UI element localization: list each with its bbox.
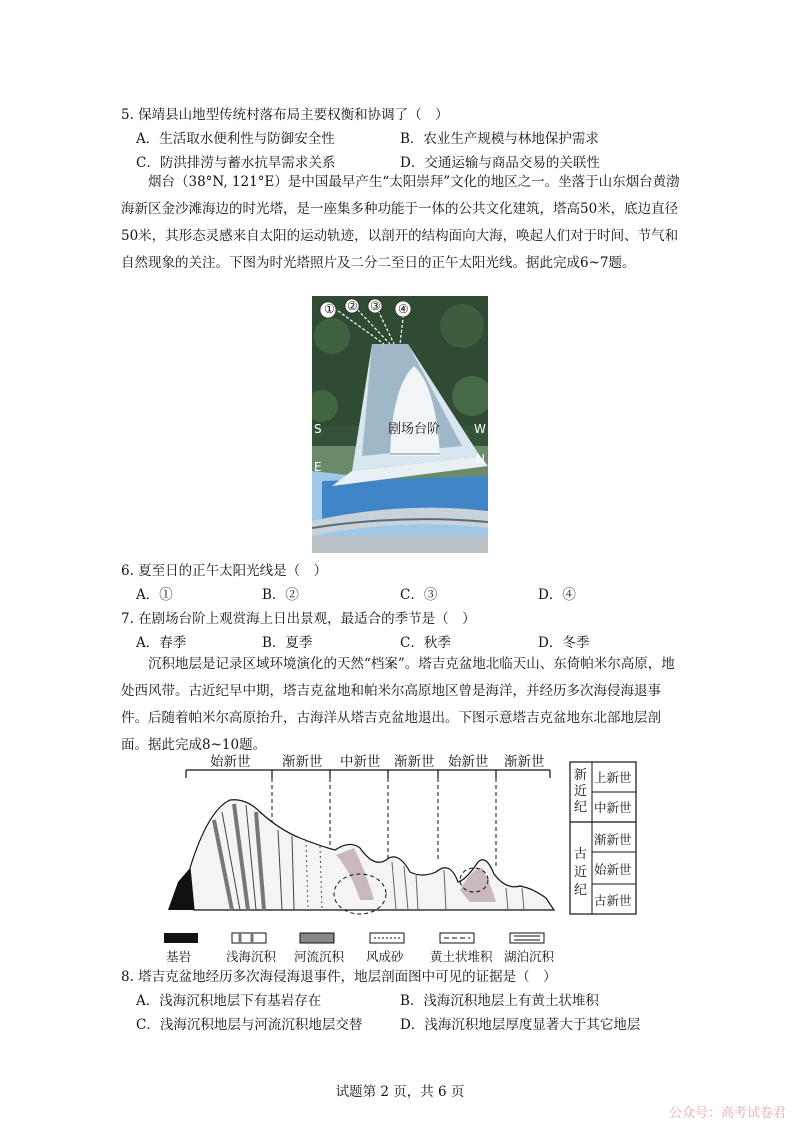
page-footer: 试题第 2 页，共 6 页 [335,1084,465,1100]
direction-w: W [474,422,486,436]
q7-option-d: D．冬季 [538,635,590,651]
q5-option-c: C．防洪排涝与蓄水抗旱需求关系 [136,155,336,171]
q5-option-a: A．生活取水便利性与防御安全性 [136,131,335,147]
epoch-pliocene: 上新世 [594,770,632,785]
legend-loess: 黄土状堆积 [430,949,493,964]
top-label-3: 中新世 [340,754,381,770]
epoch-eocene: 始新世 [594,862,632,877]
direction-e: E [314,460,322,474]
epoch-paleocene: 古新世 [594,893,632,908]
era-paleogene: 古近纪 [574,847,588,898]
era-neogene: 新近纪 [574,768,588,815]
q5-option-d: D．交通运输与商品交易的关联性 [400,155,600,171]
legend-shallow-marine: 浅海沉积 [226,949,277,964]
ray-2-label: ② [347,299,358,313]
legend-bedrock: 基岩 [166,949,192,964]
profile-drawing [160,750,640,965]
legend-river: 河流沉积 [294,949,345,964]
top-label-4: 渐新世 [394,754,435,770]
q7-option-a: A．春季 [136,635,187,651]
q6-option-d: D．④ [538,587,576,603]
q7-option-b: B．夏季 [262,635,313,651]
ray-3-label: ③ [370,299,381,313]
q6-option-b: B．② [262,587,299,603]
time-tower-photo [312,296,488,553]
q8-option-d: D．浅海沉积地层厚度显著大于其它地层 [400,1017,641,1033]
q6-stem: 6. 夏至日的正午太阳光线是（ ） [121,563,328,579]
q7-option-c: C．秋季 [400,635,451,651]
q8-stem: 8. 塔吉克盆地经历多次海侵海退事件，地层剖面图中可见的证据是（ ） [121,969,557,985]
q7-stem: 7. 在剧场台阶上观赏海上日出景观，最适合的季节是（ ） [121,611,476,627]
passage-yantai: 烟台（38°N, 121°E）是中国最早产生“太阳崇拜”文化的地区之一。坐落于山东烟台黄渤海新区金沙滩海边的时光塔，是一座集多种功能于一体的公共文化建筑，塔高50米，底边直径50米，其形态灵感来自太阳的运动轨迹，以剖开的结构面向大海，唤起人们对于时间、节气和自然现象的关注。下图为时光塔照片及二分二至日的正午太阳光线。据此完成6~7题。 [121,174,680,271]
top-label-5: 始新世 [448,754,489,770]
top-label-2: 渐新世 [282,754,323,770]
theater-steps-label: 剧场台阶 [388,422,441,437]
passage-tajik: 沉积地层是记录区域环境演化的天然“档案”。塔吉克盆地北临天山、东倚帕米尔高原，地处西风带。古近纪早中期，塔吉克盆地和帕米尔高原地区曾是海洋，并经历多次海侵海退事件。后随着帕米尔高原抬升，古海洋从塔吉克盆地退出。下图示意塔吉克盆地东北部地层剖面。据此完成8~10题。 [121,656,675,753]
ray-4-label: ④ [398,302,409,316]
stratigraphic-profile [160,750,640,965]
q8-option-a: A．浅海沉积地层下有基岩存在 [136,993,322,1009]
q5-stem: 5. 保靖县山地型传统村落布局主要权衡和协调了（ ） [121,107,449,123]
q8-option-b: B．浅海沉积地层上有黄土状堆积 [400,993,599,1009]
epoch-oligocene: 渐新世 [594,832,632,847]
direction-s: S [314,422,322,436]
q6-option-a: A．① [136,587,173,603]
watermark: 公众号：高考试卷君 [668,1106,786,1121]
top-label-1: 始新世 [210,754,251,770]
ray-1-label: ① [324,302,335,316]
q5-option-b: B．农业生产规模与林地保护需求 [400,131,599,147]
legend-aeolian-sand: 风成砂 [366,949,404,964]
epoch-miocene: 中新世 [594,800,632,815]
q6-option-c: C．③ [400,587,438,603]
legend-lake: 湖泊沉积 [504,949,555,964]
q8-option-c: C．浅海沉积地层与河流沉积地层交替 [136,1017,363,1033]
direction-n: N [476,452,485,466]
top-label-6: 渐新世 [504,754,545,770]
